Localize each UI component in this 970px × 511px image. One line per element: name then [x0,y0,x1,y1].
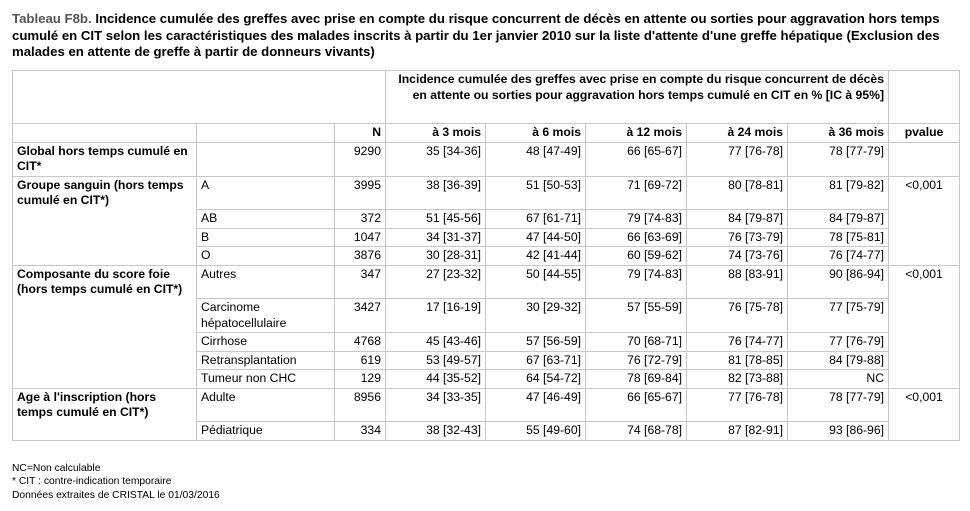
cell-n: 1047 [335,228,386,247]
cell-3-months: 51 [45-56] [386,210,486,229]
header-empty-cell [889,71,960,124]
header-group-row [13,71,960,124]
cell-n: 347 [335,265,386,299]
header-group-label: Incidence cumulée des greffes avec prise en compte du risque concurrent de décès en attente ou sorties pour aggravation hors temps cumulé en CIT en % [IC à 95%] [386,71,889,124]
cell-12-months: 78 [69-84] [586,370,687,389]
cell-24-months: 76 [75-78] [687,299,788,333]
cell-6-months: 30 [29-32] [486,299,586,333]
row-subgroup-label: Cirrhose [197,333,335,352]
cell-24-months: 80 [78-81] [687,176,788,210]
cell-24-months: 81 [78-85] [687,351,788,370]
cell-n: 129 [335,370,386,389]
cell-n: 4768 [335,333,386,352]
cell-36-months: 78 [77-79] [788,388,889,422]
cell-24-months: 76 [74-77] [687,333,788,352]
cell-3-months: 53 [49-57] [386,351,486,370]
row-subgroup-label: Autres [197,265,335,299]
cell-36-months: 77 [76-79] [788,333,889,352]
col-header-n: N [335,124,386,143]
cell-3-months: 34 [31-37] [386,228,486,247]
col-header-6-months: à 6 mois [486,124,586,143]
row-group-label-continuation [13,422,197,441]
table-row [13,388,960,422]
cell-3-months: 30 [28-31] [386,247,486,266]
cell-12-months: 70 [68-71] [586,333,687,352]
cell-24-months: 88 [83-91] [687,265,788,299]
cell-12-months: 66 [63-69] [586,228,687,247]
table-row [13,228,960,247]
col-header-24-months: à 24 mois [687,124,788,143]
cell-3-months: 38 [36-39] [386,176,486,210]
row-subgroup-label: Pédiatrique [197,422,335,441]
table-row [13,247,960,266]
row-group-label-continuation [13,351,197,370]
row-group-label-continuation [13,247,197,266]
cell-12-months: 60 [59-62] [586,247,687,266]
table-row [13,351,960,370]
results-table [12,70,960,441]
cell-24-months: 84 [79-87] [687,210,788,229]
header-empty-cell [13,71,386,124]
row-subgroup-label: Tumeur non CHC [197,370,335,389]
cell-3-months: 17 [16-19] [386,299,486,333]
header-empty-cell [197,124,335,143]
table-row [13,333,960,352]
cell-6-months: 47 [46-49] [486,388,586,422]
cell-pvalue-continuation [889,299,960,333]
cell-pvalue: <0,001 [889,388,960,422]
cell-3-months: 45 [43-46] [386,333,486,352]
cell-n: 334 [335,422,386,441]
col-header-36-months: à 36 mois [788,124,889,143]
cell-36-months: 90 [86-94] [788,265,889,299]
row-subgroup-label: O [197,247,335,266]
cell-pvalue-continuation [889,228,960,247]
table-row [13,370,960,389]
footnotes [12,462,220,502]
cell-pvalue-continuation [889,370,960,389]
cell-n: 372 [335,210,386,229]
row-subgroup-label: Carcinome hépatocellulaire [197,299,335,333]
row-subgroup-label: A [197,176,335,210]
table-caption [12,11,960,61]
cell-6-months: 64 [54-72] [486,370,586,389]
row-group-label-continuation [13,370,197,389]
table-row [13,265,960,299]
cell-24-months: 87 [82-91] [687,422,788,441]
cell-6-months: 51 [50-53] [486,176,586,210]
table-row [13,210,960,229]
cell-3-months: 27 [23-32] [386,265,486,299]
cell-6-months: 47 [44-50] [486,228,586,247]
table-row [13,176,960,210]
cell-36-months: 93 [86-96] [788,422,889,441]
cell-36-months: 78 [75-81] [788,228,889,247]
row-group-label-continuation [13,333,197,352]
cell-3-months: 38 [32-43] [386,422,486,441]
cell-pvalue-continuation [889,351,960,370]
row-group-label: Age à l'inscription (hors temps cumulé en CIT*) [13,388,197,422]
row-group-label-continuation [13,299,197,333]
cell-12-months: 66 [65-67] [586,142,687,176]
row-subgroup-label [197,142,335,176]
cell-6-months: 55 [49-60] [486,422,586,441]
cell-pvalue-continuation [889,422,960,441]
table-row [13,299,960,333]
cell-36-months: NC [788,370,889,389]
cell-pvalue-continuation [889,210,960,229]
cell-6-months: 57 [56-59] [486,333,586,352]
cell-3-months: 35 [34-36] [386,142,486,176]
cell-pvalue [889,142,960,176]
cell-6-months: 67 [61-71] [486,210,586,229]
cell-3-months: 44 [35-52] [386,370,486,389]
cell-12-months: 71 [69-72] [586,176,687,210]
table-row [13,422,960,441]
cell-36-months: 78 [77-79] [788,142,889,176]
cell-12-months: 66 [65-67] [586,388,687,422]
header-columns-row [13,124,960,143]
cell-36-months: 84 [79-88] [788,351,889,370]
cell-n: 3876 [335,247,386,266]
row-subgroup-label: Adulte [197,388,335,422]
caption-text: Incidence cumulée des greffes avec prise en compte du risque concurrent de décès en attente ou sorties pour aggravation hors temps cumulé en CIT selon les caractéristiques des malades inscrits à partir du 1er janvier 2010 sur la liste d'attente d'une greffe hépatique (Exclusion des malades en attente de greffe à partir de donneurs vivants) [12,11,940,59]
cell-36-months: 76 [74-77] [788,247,889,266]
cell-6-months: 50 [44-55] [486,265,586,299]
row-subgroup-label: B [197,228,335,247]
col-header-3-months: à 3 mois [386,124,486,143]
cell-6-months: 48 [47-49] [486,142,586,176]
cell-n: 619 [335,351,386,370]
cell-24-months: 77 [76-78] [687,388,788,422]
cell-n: 3995 [335,176,386,210]
cell-24-months: 76 [73-79] [687,228,788,247]
cell-12-months: 57 [55-59] [586,299,687,333]
caption-prefix: Tableau F8b. [12,11,92,26]
footnote-source: Données extraites de CRISTAL le 01/03/2016 [12,489,220,501]
row-group-label-continuation [13,228,197,247]
cell-24-months: 77 [76-78] [687,142,788,176]
cell-n: 8956 [335,388,386,422]
footnote-cit: * CIT : contre-indication temporaire [12,476,172,488]
cell-12-months: 74 [68-78] [586,422,687,441]
header-empty-cell [13,124,197,143]
row-subgroup-label: AB [197,210,335,229]
row-subgroup-label: Retransplantation [197,351,335,370]
cell-pvalue-continuation [889,247,960,266]
row-group-label: Composante du score foie (hors temps cumulé en CIT*) [13,265,197,299]
row-group-label: Groupe sanguin (hors temps cumulé en CIT*) [13,176,197,210]
cell-6-months: 42 [41-44] [486,247,586,266]
cell-36-months: 77 [75-79] [788,299,889,333]
cell-n: 3427 [335,299,386,333]
cell-n: 9290 [335,142,386,176]
cell-12-months: 76 [72-79] [586,351,687,370]
row-group-label-continuation [13,210,197,229]
cell-36-months: 84 [79-87] [788,210,889,229]
cell-pvalue: <0,001 [889,176,960,210]
cell-24-months: 74 [73-76] [687,247,788,266]
col-header-pvalue: pvalue [889,124,960,143]
cell-pvalue-continuation [889,333,960,352]
cell-6-months: 67 [63-71] [486,351,586,370]
cell-3-months: 34 [33-35] [386,388,486,422]
table-row [13,142,960,176]
cell-12-months: 79 [74-83] [586,265,687,299]
footnote-nc: NC=Non calculable [12,463,101,474]
cell-36-months: 81 [79-82] [788,176,889,210]
cell-24-months: 82 [73-88] [687,370,788,389]
col-header-12-months: à 12 mois [586,124,687,143]
cell-12-months: 79 [74-83] [586,210,687,229]
row-group-label: Global hors temps cumulé en CIT* [13,142,197,176]
cell-pvalue: <0,001 [889,265,960,299]
